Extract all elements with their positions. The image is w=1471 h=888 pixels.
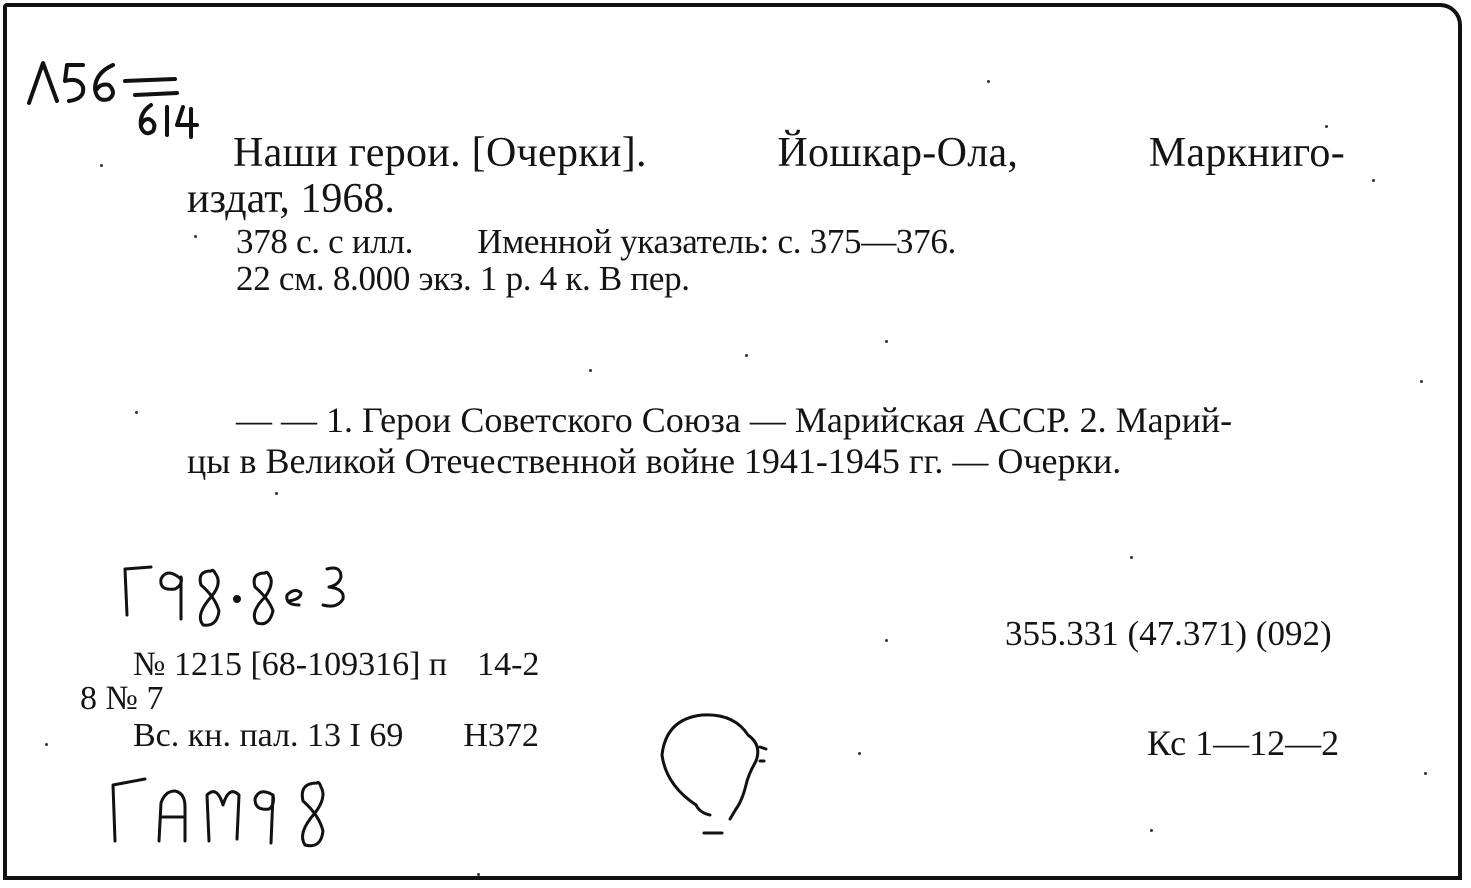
title-text: Наши герои. [Очерки]. (233, 130, 647, 176)
subjects-line-1: — — 1. Герои Советского Союза — Марийская АССР. 2. Марий- (236, 400, 1233, 440)
scan-speck (1372, 179, 1375, 182)
scan-speck (1325, 125, 1328, 128)
udc-code: 355.331 (47.371) (092) (1005, 614, 1332, 653)
scan-speck (858, 752, 861, 755)
subjects-line-2: цы в Великой Отечественной войне 1941-1945 гг. — Очерки. (187, 441, 1122, 481)
scan-speck (987, 80, 990, 83)
publisher-name: Маркниго- (1148, 130, 1345, 176)
scan-speck (194, 235, 197, 238)
record-number: № 1215 [68-109316] п (133, 646, 448, 683)
scan-speck (100, 164, 103, 167)
handdrawn-scribble-icon (652, 705, 782, 845)
ks-code: Кс 1—12—2 (1147, 723, 1340, 763)
collation-details: 22 см. 8.000 экз. 1 р. 4 к. В пер. (236, 259, 690, 298)
handwritten-classification (115, 549, 435, 649)
handwritten-archive-code (103, 755, 363, 865)
print-code: Н372 (463, 717, 539, 754)
publisher-place: Йошкар-Ола, (777, 130, 1019, 176)
record-line (133, 646, 539, 684)
scan-speck (1150, 829, 1153, 832)
handwritten-call-number (21, 53, 221, 153)
scan-speck (745, 354, 748, 357)
scan-speck (1424, 772, 1427, 775)
scan-speck (135, 411, 138, 414)
scan-speck (885, 639, 888, 642)
scan-speck (885, 340, 888, 343)
scan-speck (1420, 380, 1423, 383)
title-line (233, 129, 1345, 177)
collation-line-1 (236, 222, 956, 262)
record-code: 14-2 (477, 646, 540, 683)
copy-number: 8 № 7 (80, 680, 164, 717)
scan-speck (477, 873, 480, 876)
collation-pages: 378 с. с илл. (236, 222, 414, 261)
scan-speck (589, 369, 592, 372)
scan-speck (45, 743, 48, 746)
chamber-line (133, 717, 539, 755)
title-continuation: издат, 1968. (187, 176, 395, 222)
catalog-card (3, 3, 1462, 880)
collation-index: Именной указатель: с. 375—376. (477, 222, 956, 261)
scan-speck (275, 492, 278, 495)
scan-speck (1130, 556, 1133, 559)
chamber-reference: Вс. кн. пал. 13 I 69 (133, 717, 404, 754)
